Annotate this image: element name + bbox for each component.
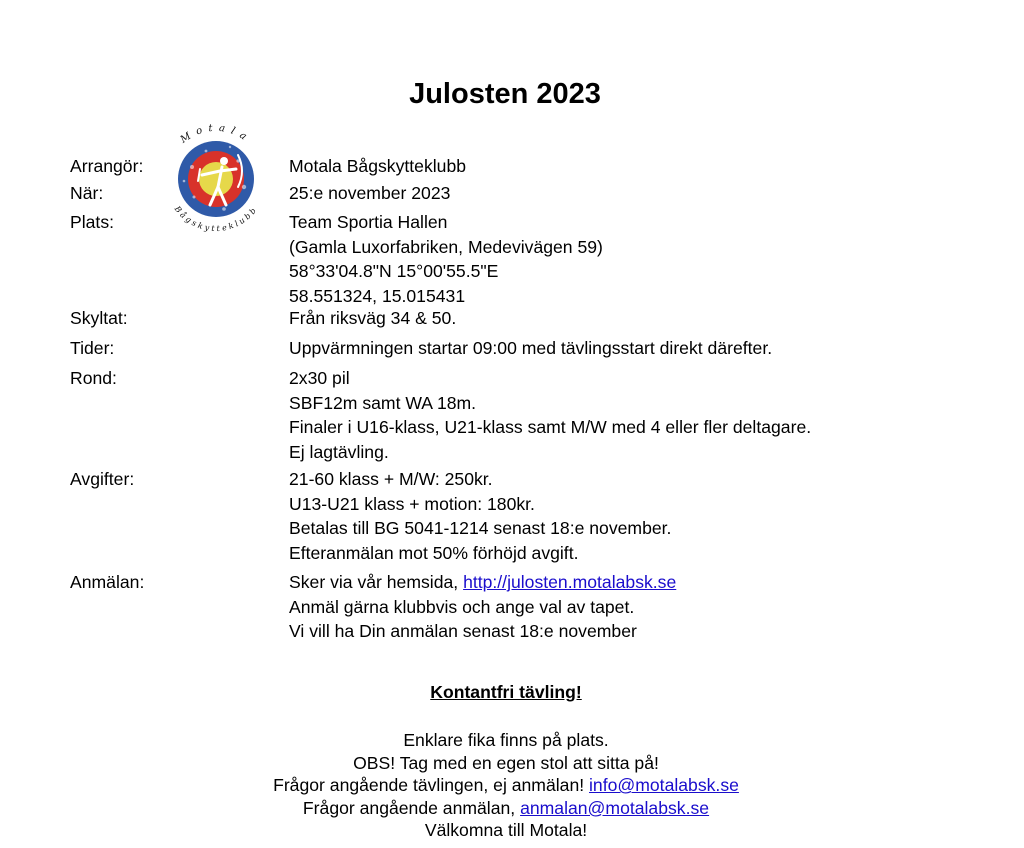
field-label: Tider: [70, 338, 115, 358]
svg-text:Motala: Motala [178, 122, 254, 146]
value-line-prefix: Sker via vår hemsida, [289, 572, 464, 592]
value-line: Betalas till BG 5041-1214 senast 18:e november. [289, 518, 672, 538]
field-label: Plats: [70, 212, 115, 232]
value-line: Finaler i U16-klass, U21-klass samt M/W med 4 eller fler deltagare. [289, 417, 812, 437]
value-line: Motala Bågskytteklubb [289, 156, 467, 176]
notice-line: OBS! Tag med en egen stol att sitta på! [353, 752, 659, 773]
svg-text:Bågskytteklubb: Bågskytteklubb [172, 204, 260, 234]
field-label: Rond: [70, 368, 117, 388]
registration-link[interactable]: http://julosten.motalabsk.se [463, 572, 677, 592]
value-line: 58°33'04.8"N 15°00'55.5"E [289, 261, 499, 281]
notice-heading: Kontantfri tävling! [430, 682, 582, 702]
field-label: När: [70, 183, 104, 203]
value-line: (Gamla Luxorfabriken, Medevivägen 59) [289, 236, 603, 257]
field-value [289, 570, 969, 644]
value-line: Vi vill ha Din anmälan senast 18:e november [289, 621, 637, 641]
value-line: Team Sportia Hallen [289, 212, 448, 232]
registration-email-link[interactable]: anmalan@motalabsk.se [520, 797, 710, 818]
document-title: Julosten 2023 [409, 78, 601, 110]
field-value [289, 154, 969, 179]
value-line [289, 570, 969, 595]
value-line: Från riksväg 34 & 50. [289, 308, 457, 328]
value-line: Ej lagtävling. [289, 441, 389, 462]
field-label: Arrangör: [70, 156, 144, 176]
notice-line: Enklare fika finns på plats. [403, 730, 609, 750]
value-line: 58.551324, 15.015431 [289, 285, 466, 306]
info-email-link[interactable]: info@motalabsk.se [589, 775, 739, 796]
notice-block [0, 729, 1012, 842]
field-value [289, 306, 969, 331]
field-value [289, 210, 969, 308]
field-value [289, 467, 969, 565]
value-line: Anmäl gärna klubbvis och ange val av tapet. [289, 596, 635, 617]
notice-line-text: Frågor angående tävlingen, ej anmälan! [273, 775, 590, 796]
field-label: Anmälan: [70, 572, 145, 592]
notice-line: Välkomna till Motala! [424, 820, 588, 841]
field-label: Avgifter: [70, 469, 135, 489]
value-line: Uppvärmningen startar 09:00 med tävlingsstart direkt därefter. [289, 338, 773, 358]
value-line: SBF12m samt WA 18m. [289, 392, 477, 413]
notice-line [0, 774, 1012, 797]
value-line: Efteranmälan mot 50% förhöjd avgift. [289, 542, 579, 563]
notice-line [0, 797, 1012, 820]
value-line: U13-U21 klass + motion: 180kr. [289, 493, 535, 514]
value-line: 21-60 klass + M/W: 250kr. [289, 469, 493, 489]
club-logo [154, 117, 278, 241]
field-value [289, 366, 969, 464]
field-label: Skyltat: [70, 308, 128, 328]
field-value [289, 336, 969, 361]
notice-line-text: Frågor angående anmälan, [302, 797, 521, 818]
field-value [289, 181, 969, 206]
value-line: 25:e november 2023 [289, 183, 451, 203]
value-line: 2x30 pil [289, 368, 350, 388]
